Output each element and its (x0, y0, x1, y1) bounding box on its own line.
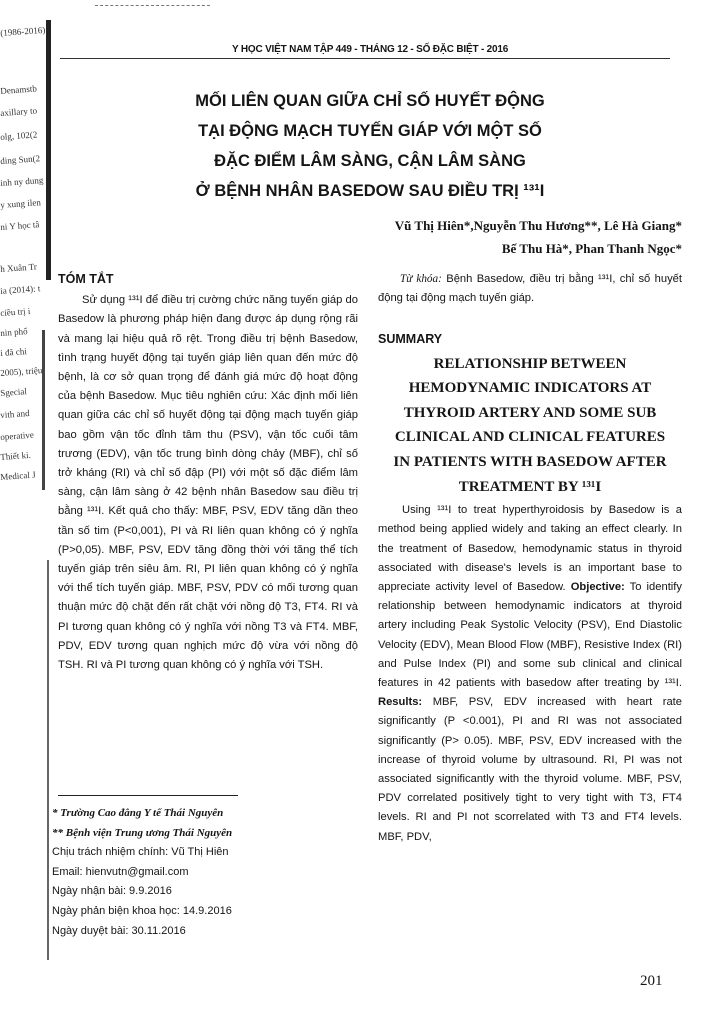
accepted-date: Ngày duyệt bài: 30.11.2016 (52, 924, 186, 937)
right-column (378, 270, 682, 847)
binding-fragment: operative (0, 429, 35, 442)
abstract-text: Sử dụng ¹³¹I để điều trị cường chức năng tuyến giáp do Basedow là phương pháp hiện đang được áp dụng rộng rãi và mang lại hiệu quả rõ rệt. Trong điều trị bệnh Basedow, tình trạng huyết động tại tuyến giáp liên quan đến mức độ bệnh, là cơ sở quan trọng để đánh giá mức độ hoạt động của bệnh Basedow. Mục tiêu nghiên cứu: Xác định mối liên quan giữa các chỉ số huyết động tại động mạch tuyến giáp bao gồm vận tốc đỉnh tâm thu (PSV), vận tốc cuối tâm trương (EDV), vận tốc trung bình dòng chảy (MBF), chỉ số trở kháng (RI) và chỉ số đập (PI) với một số đặc điểm lâm sàng, cận lâm sàng ở 42 bệnh nhân Basedow sau điều trị bằng ¹³¹I. Kết quả cho thấy: MBF, PSV, EDV tăng dần theo tần số tim (P<0,001), PI và RI liên quan không có ý nghĩa (P>0,05). MBF, PSV, EDV tăng đồng thời với tăng thể tích tuyến giáp trên siêu âm. RI, PI liên quan không có ý nghĩa với thể tích tuyến giáp. MBF, PSV, PDV có mối tương quan thuận mức độ chặt đến rất chặt với nồng độ T3, FT4. RI và PI tương quan không có ý nghĩa với nồng T3 và FT4. MBF, PDV, EDV tương quan nghịch mức độ vừa với nồng độ TSH. RI và PI tương quan không có ý nghĩa với TSH. (58, 294, 358, 672)
binding-fragment: ni Y học tâ (0, 219, 40, 232)
binding-shadow (47, 560, 49, 960)
affiliation-2: ** Bệnh viện Trung ương Thái Nguyên (52, 826, 233, 839)
binding-fragment: ding Sun(2 (0, 153, 41, 166)
results-label: Results: (378, 696, 423, 709)
binding-fragment: 2005), triệu (0, 365, 43, 378)
summary-heading: SUMMARY (378, 332, 443, 347)
title-line: MỐI LIÊN QUAN GIỮA CHỈ SỐ HUYẾT ĐỘNG (195, 92, 545, 110)
binding-fragment: inh ny dung (0, 174, 44, 188)
summary-intro: Using ¹³¹I to treat hyperthyroidosis by Basedow is a method being applied widely and taking an effect clearly. In the treatment of Basedow, hemodynamic status in thyroid associated with disease's levels is an important base to appreciate activity level of Basedow. (378, 504, 682, 593)
article-title (150, 86, 590, 206)
abstract-heading: TÓM TẮT (58, 272, 114, 286)
page-number: 201 (640, 973, 663, 989)
results-text: MBF, PSV, EDV increased with heart rate significantly (P <0.001), PI and RI was not associated significantly (P> 0.05). MBF, PSV, EDV increased with the increase of thyroid volume by ultrasound. RI, PI was not associated significantly with the thyroid volume. MBF, PSV, PDV correlated positively tight to very tight with T3, FT4 levels. RI and PI not scorrelated with T3 and FT4 levels. MBF, PDV, (378, 696, 683, 843)
binding-fragment: axillary to (0, 105, 38, 118)
binding-shadow (46, 20, 51, 280)
review-date: Ngày phản biện khoa học: 14.9.2016 (52, 904, 232, 917)
binding-fragment: y xung ilen (0, 197, 42, 210)
received-date: Ngày nhận bài: 9.9.2016 (52, 885, 172, 898)
binding-fragment: (1986-2016) (0, 24, 46, 38)
title-line: Ở BỆNH NHÂN BASEDOW SAU ĐIỀU TRỊ ¹³¹I (195, 182, 545, 200)
author-line: Vũ Thị Hiên*,Nguyễn Thu Hương**, Lê Hà Giang* (394, 218, 682, 233)
english-title-line: CLINICAL AND CLINICAL FEATURES (394, 429, 666, 446)
objective-label: Objective: (570, 580, 625, 593)
english-title-line: THYROID ARTERY AND SOME SUB (403, 404, 657, 421)
english-title-line: RELATIONSHIP BETWEEN (433, 355, 627, 372)
running-header: Y HỌC VIỆT NAM TẬP 449 - THÁNG 12 - SỐ ĐẶC BIỆT - 2016 (232, 44, 509, 55)
left-column (58, 270, 358, 675)
keywords (378, 270, 682, 308)
english-title-line: TREATMENT BY ¹³¹I (458, 478, 602, 495)
keywords-label: Từ khóa: (400, 273, 442, 285)
binding-fragment: ia (2014): t (0, 283, 41, 296)
footnotes (52, 804, 352, 941)
title-line: ĐẶC ĐIỂM LÂM SÀNG, CẬN LÂM SÀNG (214, 152, 526, 170)
english-title (378, 352, 682, 500)
header-rule (60, 58, 670, 59)
affiliation-1: * Trường Cao đẳng Y tế Thái Nguyên (52, 807, 224, 819)
binding-fragment: nin phổ (0, 326, 28, 338)
top-dashed-rule (95, 5, 210, 7)
binding-fragment: olg, 102(2 (0, 129, 38, 142)
binding-fragment: Thiết ki. (0, 449, 32, 462)
summary-body (378, 501, 682, 847)
binding-fragment: Denamstb (0, 83, 38, 96)
binding-fragment: i đã chi (0, 346, 28, 358)
title-line: TẠI ĐỘNG MẠCH TUYẾN GIÁP VỚI MỘT SỐ (198, 122, 542, 140)
binding-fragment: Medical J (0, 469, 36, 482)
binding-fragment: ciều trị i (0, 305, 31, 318)
objective-text: To identify relationship between hemodynamic indicators at thyroid artery including Peak Systolic Velocity (PSV), End Diastolic Velocity (EDV), Mean Blood Flow (MBF), Resistive Index (RI) and Pulse Index (PI) and some sub clinical and clinical features in 42 patients with basedow after treating by ¹³¹I. (378, 580, 682, 689)
binding-fragment: Sgecial (0, 386, 28, 398)
binding-fragment: h Xuân Tr (0, 261, 38, 274)
english-title-line: HEMODYNAMIC INDICATORS AT (408, 380, 652, 397)
author-list (262, 214, 682, 260)
adjacent-page-binding-strip (0, 0, 52, 1022)
keywords-text: Bệnh Basedow, điều trị bằng ¹³¹I, chỉ số huyết động tại động mạch tuyến giáp. (378, 273, 683, 305)
binding-fragment: vith and (0, 407, 30, 420)
author-line: Bế Thu Hà*, Phan Thanh Ngọc* (501, 241, 682, 256)
english-title-line: IN PATIENTS WITH BASEDOW AFTER (393, 453, 667, 470)
email: Email: hienvutn@gmail.com (52, 865, 189, 878)
responsible-author: Chịu trách nhiệm chính: Vũ Thị Hiên (52, 846, 229, 859)
footnote-rule (58, 795, 238, 796)
